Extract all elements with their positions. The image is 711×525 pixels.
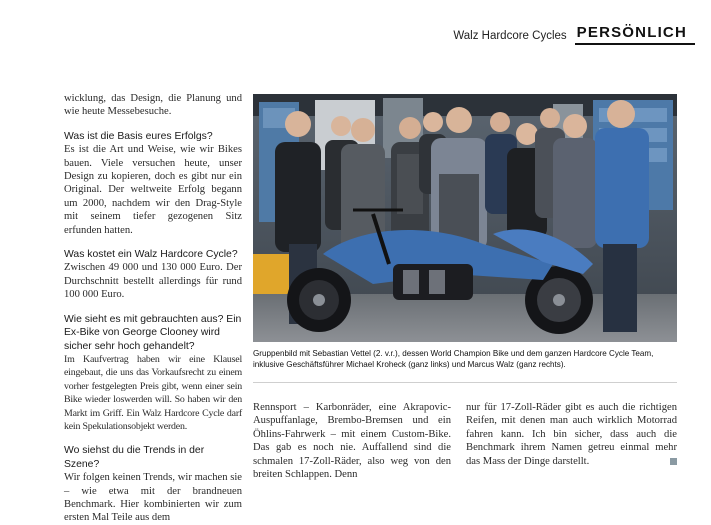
- intro-paragraph: wicklung, das Design, die Planung und wie heute Messebesuche.: [64, 93, 242, 118]
- team-photo: [253, 94, 677, 342]
- middle-paragraph: Rennsport – Karbonräder, eine Akrapovic-Auspuffanlage, Brembo-Bremsen und ein Öhlins-Fahrwerk – mit einem Custom-Bike. Das gab es noch nie. Auffallend sind die schmalen 17-Zoll-Räder, also weg von den breiten Schlappen. Denn: [253, 402, 451, 481]
- caption-divider: [253, 382, 677, 383]
- question-1: Was ist die Basis eures Erfolgs?: [64, 130, 213, 142]
- text-column-right: [466, 401, 677, 468]
- text-column-middle: [253, 401, 451, 481]
- text-column-left: [64, 92, 242, 525]
- answer-1: Es ist die Art und Weise, wie wir Bikes bauen. Viele versuchen heute, unser Design zu kopieren, doch es gibt nur ein Original. Der weltweite Erfolg begann um 2000, nachdem wir den Drag-Style mit seinem tiefer gezogenen Sitz erfunden hatten.: [64, 144, 242, 236]
- photo-caption: Gruppenbild mit Sebastian Vettel (2. v.r.), dessen World Champion Bike und dem ganzen Hardcore Cycle Team, inklusive Geschäftsführer Michael Kroheck (ganz links) und Marcus Walz (ganz rechts).: [253, 349, 654, 370]
- right-paragraph-text: nur für 17-Zoll-Räder gibt es auch die richtigen Reifen, mit denen man auch wirklich Motorrad fahren kann. Ich bin sicher, dass auch die Benchmark ihrem Namen getreu einmal mehr das Mass der Dinge darstellt.: [466, 402, 677, 467]
- page-header: [453, 24, 695, 45]
- section-title: PERSÖNLICH: [575, 24, 695, 45]
- question-4: Wo siehst du die Trends in der Szene?: [64, 445, 205, 470]
- right-paragraph: [466, 401, 677, 468]
- question-3: Wie sieht es mit gebrauchten aus? Ein Ex-Bike von George Clooney wird sicher sehr hoch gehandelt?: [64, 313, 242, 352]
- answer-4: Wir folgen keinen Trends, wir machen sie – wie etwa mit der brandneuen Benchmark. Hier kombinierten wir zum ersten Mal Teile aus dem: [64, 472, 242, 524]
- answer-2: Zwischen 49 000 und 130 000 Euro. Der Durchschnitt bestellt allerdings für rund 100 000 Euro.: [64, 262, 242, 301]
- question-2: Was kostet ein Walz Hardcore Cycle?: [64, 249, 238, 261]
- magazine-name: Walz Hardcore Cycles: [453, 30, 567, 42]
- end-of-article-icon: [670, 458, 677, 465]
- answer-3: Im Kaufvertrag haben wir eine Klausel eingebaut, die uns das Vorkaufsrecht zu einem vorher festgelegten Preis gibt, wenn einer sein Bike wieder loswerden will. So haben wir den Markt im Griff. Ein Walz Hardcore Cycle darf kein Spekulationsobjekt werden.: [64, 353, 242, 432]
- team-photo-illustration: [253, 94, 677, 342]
